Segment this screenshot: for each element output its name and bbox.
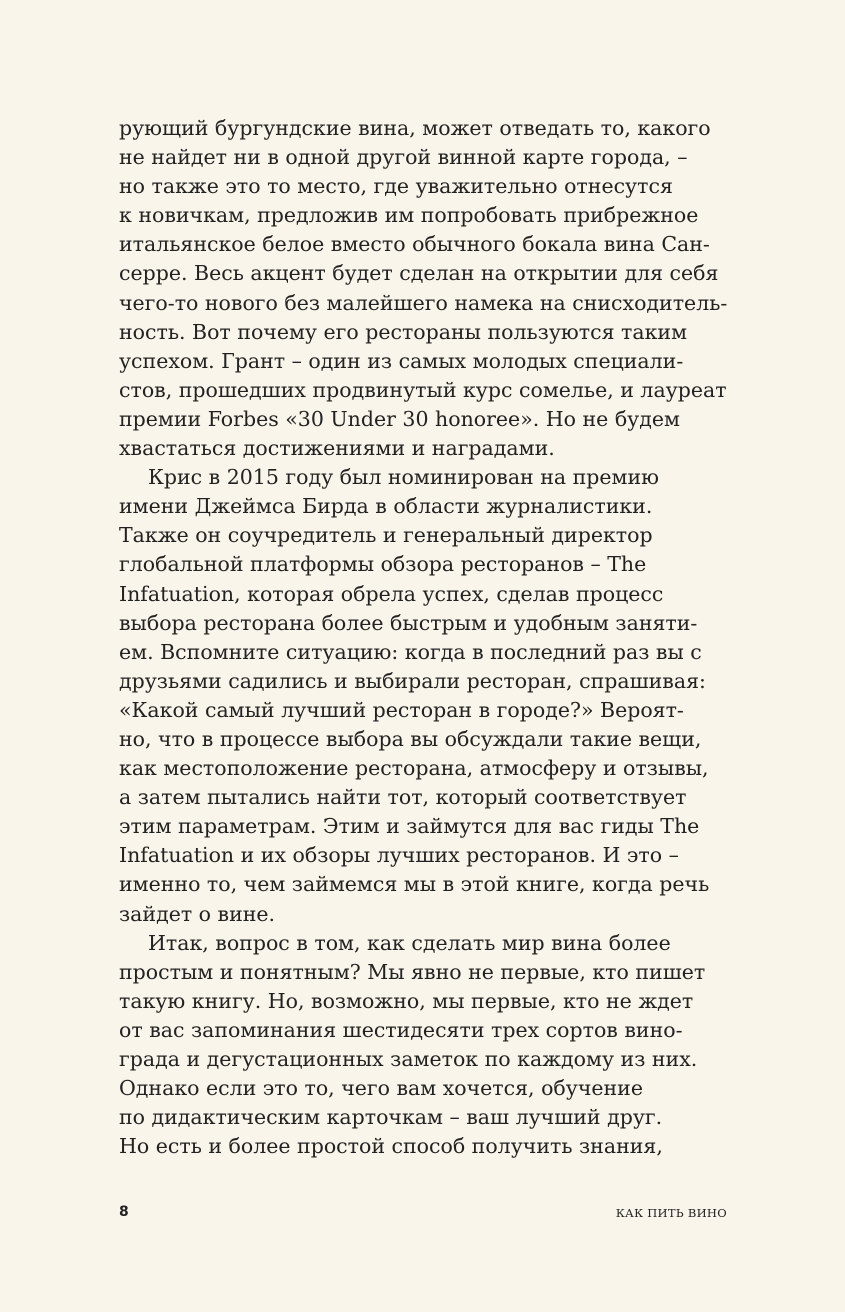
running-title: КАК ПИТЬ ВИНО — [615, 1206, 727, 1220]
text-line: именно то, чем займемся мы в этой книге, когда речь — [119, 872, 710, 897]
text-line: Крис в 2015 году был номинирован на премию — [148, 465, 659, 490]
page-footer — [119, 1204, 727, 1224]
text-line: хвастаться достижениями и наградами. — [119, 436, 555, 461]
text-line: града и дегустационных заметок по каждому из них. — [119, 1047, 698, 1071]
page-number: 8 — [119, 1204, 129, 1220]
text-line: Infatuation и их обзоры лучших ресторанов. И это – — [119, 843, 679, 868]
text-line: но также это то место, где уважительно отнесутся — [119, 174, 673, 199]
text-line: Итак, вопрос в том, как сделать мир вина более — [148, 930, 671, 955]
text-line: глобальной платформы обзора ресторанов – The — [119, 552, 647, 577]
text-line: зайдет о вине. — [119, 901, 276, 926]
text-line: успехом. Грант – один из самых молодых специали- — [119, 348, 684, 373]
text-line: Но есть и более простой способ получить знания, — [119, 1134, 663, 1159]
text-line: к новичкам, предложив им попробовать прибрежное — [119, 203, 699, 228]
text-line: «Какой самый лучший ресторан в городе?» Вероят- — [119, 697, 684, 722]
text-line: премии Forbes «30 Under 30 honoree». Но не будем — [119, 406, 680, 431]
text-line: этим параметрам. Этим и займутся для вас гиды The — [119, 814, 700, 839]
text-line: выбора ресторана более быстрым и удобным заняти- — [119, 610, 698, 635]
text-line: от вас запоминания шестидесяти трех сортов вино- — [119, 1017, 683, 1042]
text-line: стов, прошедших продвинутый курс сомелье, и лауреат — [119, 377, 727, 402]
text-line: ем. Вспомните ситуацию: когда в последний раз вы с — [119, 639, 702, 664]
text-line: серре. Весь акцент будет сделан на открытии для себя — [119, 261, 719, 286]
text-line: итальянское белое вместо обычного бокала вина Сан- — [119, 232, 710, 257]
text-line: Также он соучредитель и генеральный директор — [119, 523, 653, 548]
text-line: друзьями садились и выбирали ресторан, спрашивая: — [119, 668, 706, 693]
text-line: имени Джеймса Бирда в области журналистики. — [119, 494, 653, 519]
text-line: чего-то нового без малейшего намека на снисходитель- — [119, 290, 728, 315]
text-line: Однако если это то, чего вам хочется, обучение — [119, 1076, 643, 1101]
text-line: не найдет ни в одной другой винной карте города, – — [119, 145, 688, 170]
text-line: Infatuation, которая обрела успех, сделав процесс — [119, 581, 664, 606]
text-line: рующий бургундские вина, может отведать то, какого — [119, 116, 711, 140]
text-line: ность. Вот почему его рестораны пользуются таким — [119, 319, 688, 344]
text-line: по дидактическим карточкам – ваш лучший друг. — [119, 1105, 663, 1130]
text-line: а затем пытались найти тот, который соответствует — [119, 785, 687, 810]
body-text — [119, 114, 729, 1161]
paragraph — [119, 114, 729, 463]
text-line: но, что в процессе выбора вы обсуждали такие вещи, — [119, 726, 702, 751]
text-line: такую книгу. Но, возможно, мы первые, кто не ждет — [119, 988, 694, 1013]
paragraph — [119, 463, 729, 929]
text-line: как местоположение ресторана, атмосферу и отзывы, — [119, 756, 709, 781]
text-line: простым и понятным? Мы явно не первые, кто пишет — [119, 959, 706, 984]
paragraph — [119, 929, 729, 1162]
